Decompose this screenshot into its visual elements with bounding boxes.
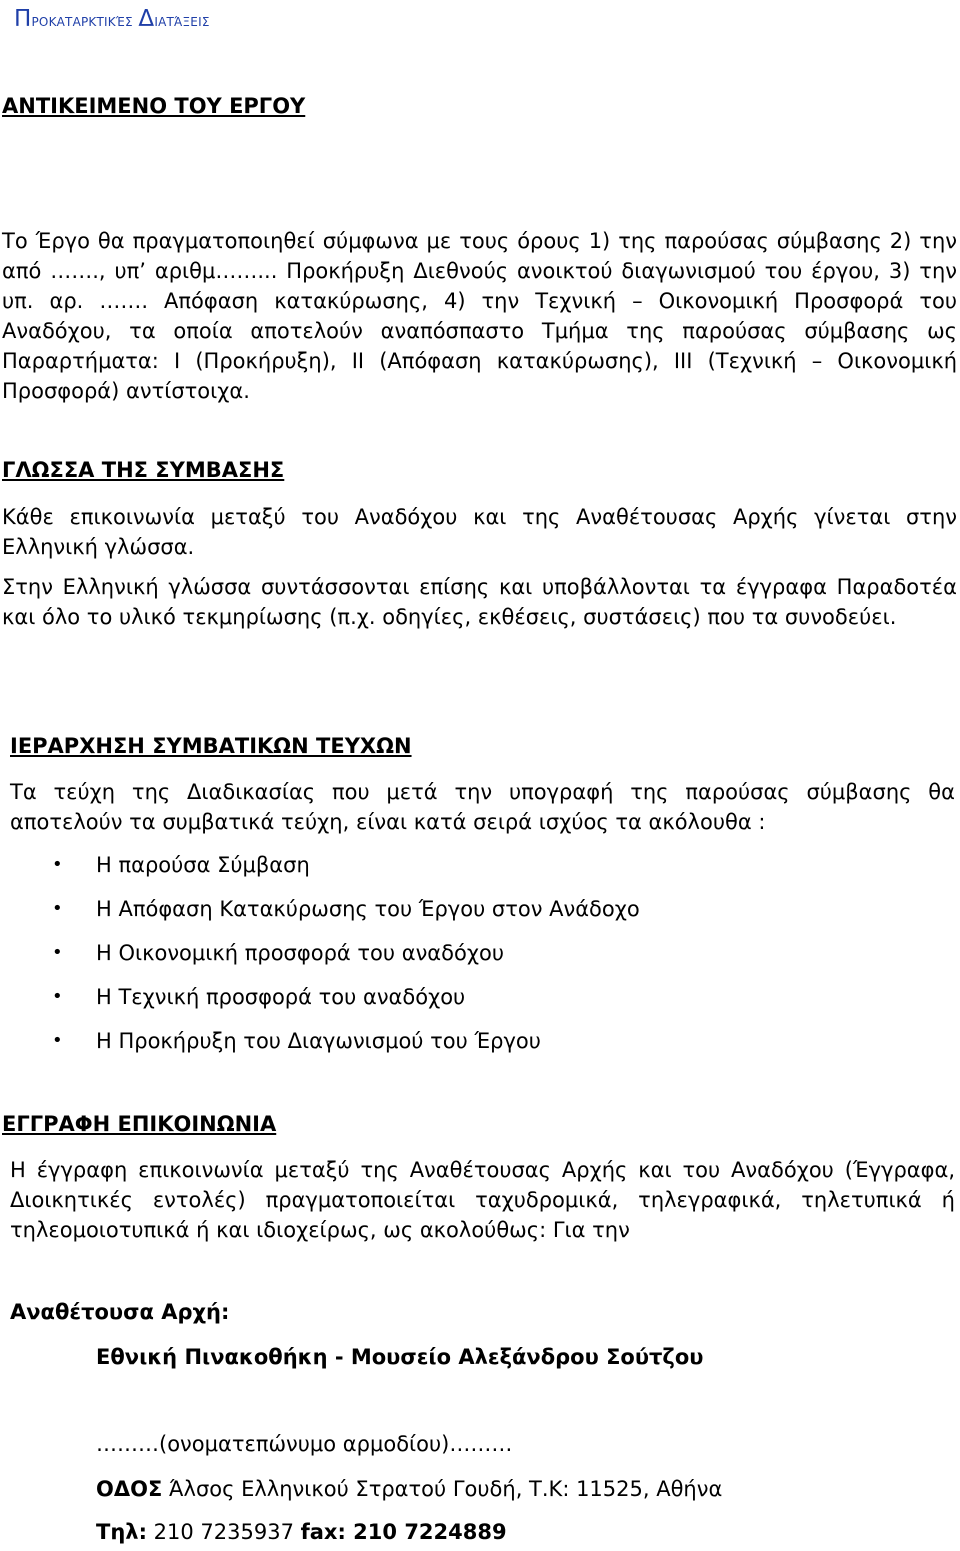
object-line: Προσφορά) αντίστοιχα. — [2, 379, 250, 403]
header-word-1: ροκαταρκτικές — [31, 11, 139, 31]
list-item-text: Η Απόφαση Κατακύρωσης του Έργου στον Ανάδοχο — [96, 897, 640, 921]
object-line: Αναδόχου, τα οποία αποτελούν αναπόσπαστο Τμήμα της παρούσας σύμβασης ως — [2, 319, 957, 343]
list-item — [0, 982, 955, 1026]
list-item — [0, 938, 955, 982]
fax-value: 210 7224889 — [353, 1520, 507, 1544]
object-line: Παραρτήματα: Ι (Προκήρυξη), ΙΙ (Απόφαση κατακύρωσης), ΙΙΙ (Τεχνική – Οικονομική — [2, 349, 957, 373]
written-line: τηλεομοιοτυπικά ή και ιδιοχείρως, ως ακολούθως: Για την — [10, 1218, 630, 1242]
tel-label: Τηλ: — [96, 1520, 147, 1544]
language-heading: ΓΛΩΣΣΑ ΤΗΣ ΣΥΜΒΑΣΗΣ — [2, 458, 285, 482]
authority-address — [96, 1477, 956, 1501]
language-line: και όλο το υλικό τεκμηρίωσης (π.χ. οδηγίες, εκθέσεις, συστάσεις) που τα συνοδεύει. — [2, 605, 897, 629]
contract-documents-list — [0, 850, 955, 1070]
object-heading: ΑΝΤΙΚΕΙΜΕΝΟ ΤΟΥ ΕΡΓΟΥ — [2, 94, 306, 118]
header-word-2: ιατάξεις — [154, 11, 210, 31]
language-paragraph-1 — [2, 502, 957, 562]
list-item — [0, 894, 955, 938]
bullet: • — [52, 854, 63, 875]
written-line: Η έγγραφη επικοινωνία μεταξύ της Αναθέτουσας Αρχής και του Αναδόχου (Έγγραφα, — [10, 1158, 955, 1182]
language-line: Στην Ελληνική γλώσσα συντάσσονται επίσης και υποβάλλονται τα έγγραφα Παραδοτέα — [2, 575, 957, 599]
bullet: • — [52, 942, 63, 963]
language-paragraph-2 — [2, 572, 957, 632]
header-initial-2: Δ — [138, 6, 155, 32]
address-label: ΟΔΟΣ — [96, 1477, 163, 1501]
bullet: • — [52, 1030, 63, 1051]
hierarchy-heading: ΙΕΡΑΡΧΗΣΗ ΣΥΜΒΑΤΙΚΩΝ ΤΕΥΧΩΝ — [10, 734, 412, 758]
bullet: • — [52, 898, 63, 919]
list-item-text: Η Οικονομική προσφορά του αναδόχου — [96, 941, 504, 965]
written-communication-paragraph — [10, 1155, 955, 1245]
bullet: • — [52, 986, 63, 1007]
document-header — [14, 6, 210, 32]
language-line: Ελληνική γλώσσα. — [2, 535, 195, 559]
authority-label: Αναθέτουσα Αρχή: — [10, 1300, 230, 1324]
list-item-text: Η παρούσα Σύμβαση — [96, 853, 310, 877]
list-item — [0, 850, 955, 894]
object-line: Το Έργο θα πραγματοποιηθεί σύμφωνα με τους όρους 1) της παρούσας σύμβασης 2) την — [2, 229, 957, 253]
written-communication-heading: ΕΓΓΡΑΦΗ ΕΠΙΚΟΙΝΩΝΙΑ — [2, 1112, 277, 1136]
address-value: Άλσος Ελληνικού Στρατού Γουδή, Τ.Κ: 11525, Αθήνα — [162, 1477, 723, 1501]
header-initial-1: Π — [14, 6, 32, 32]
object-paragraph — [2, 226, 957, 406]
written-line: Διοικητικές εντολές) πραγματοποιείται ταχυδρομικά, τηλεγραφικά, τηλετυπικά ή — [10, 1188, 955, 1212]
hierarchy-intro-line: αποτελούν τα συμβατικά τεύχη, είναι κατά σειρά ισχύος τα ακόλουθα : — [10, 810, 766, 834]
list-item — [0, 1026, 955, 1070]
authority-phone-fax — [96, 1520, 956, 1544]
fax-label: fax: — [300, 1520, 354, 1544]
language-line: Κάθε επικοινωνία μεταξύ του Αναδόχου και της Αναθέτουσας Αρχής γίνεται στην — [2, 505, 957, 529]
authority-name: Εθνική Πινακοθήκη - Μουσείο Αλεξάνδρου Σούτζου — [96, 1345, 704, 1369]
hierarchy-intro — [10, 777, 955, 837]
contact-person-placeholder: ………(ονοματεπώνυμο αρμοδίου)……… — [96, 1432, 513, 1456]
object-line: από ……., υπ’ αριθμ……... Προκήρυξη Διεθνούς ανοικτού διαγωνισμού του έργου, 3) την — [2, 259, 957, 283]
hierarchy-intro-line: Τα τεύχη της Διαδικασίας που μετά την υπογραφή της παρούσας σύμβασης θα — [10, 780, 955, 804]
tel-value: 210 7235937 — [146, 1520, 301, 1544]
list-item-text: Η Προκήρυξη του Διαγωνισμού του Έργου — [96, 1029, 541, 1053]
object-line: υπ. αρ. ……. Απόφαση κατακύρωσης, 4) την Τεχνική – Οικονομική Προσφορά του — [2, 289, 957, 313]
list-item-text: Η Τεχνική προσφορά του αναδόχου — [96, 985, 466, 1009]
